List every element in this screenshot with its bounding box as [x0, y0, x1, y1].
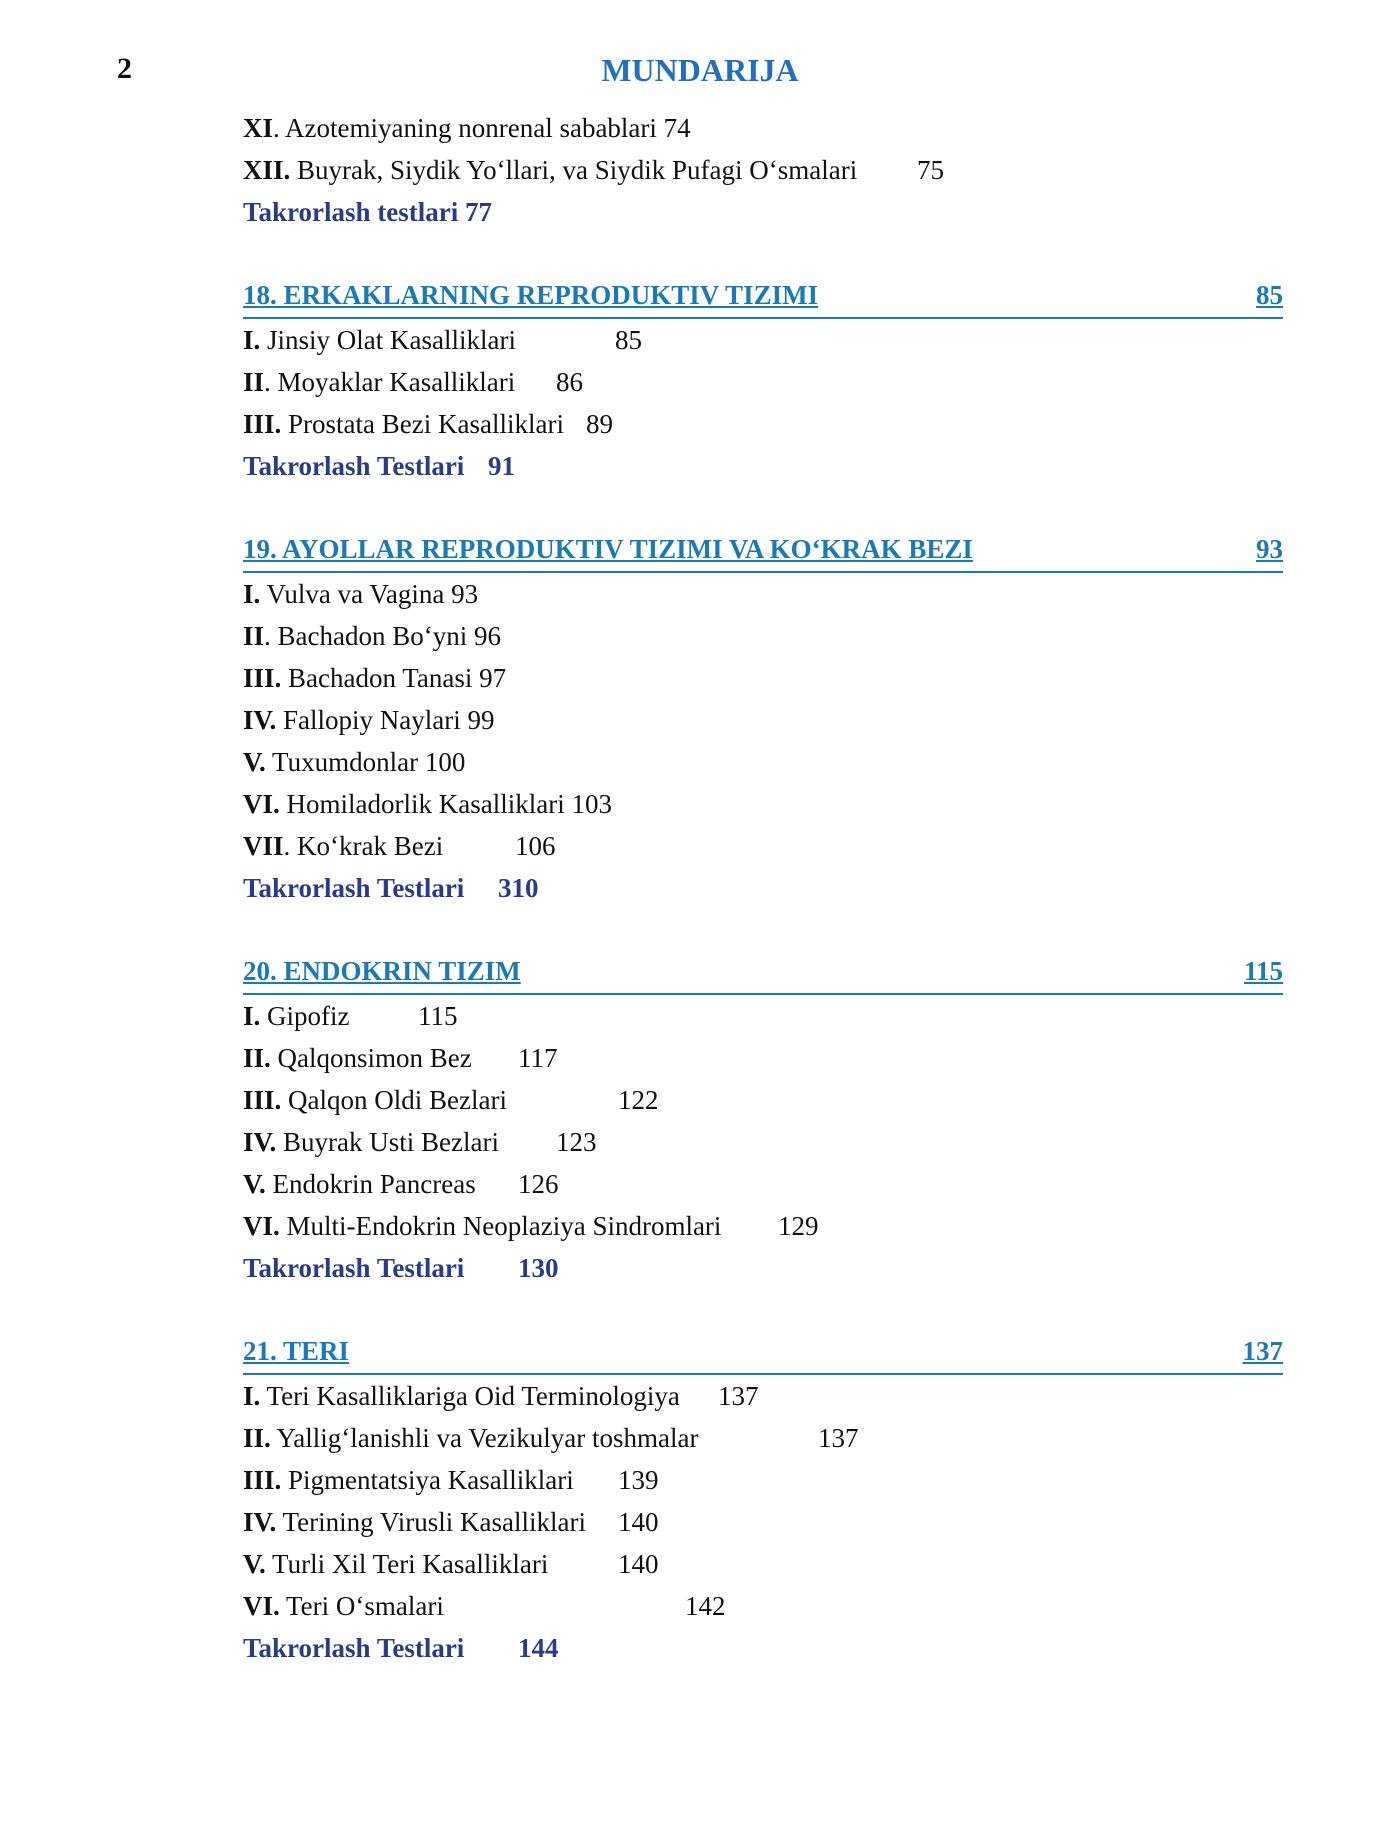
entry-page: 142: [685, 1591, 726, 1621]
entry-separator: [260, 325, 267, 355]
review-page: 91: [488, 451, 515, 481]
entry-page: 117: [518, 1043, 558, 1073]
toc-entry[interactable]: [243, 741, 1283, 783]
toc-entry[interactable]: [243, 1037, 1283, 1079]
entry-number: III.: [243, 409, 282, 439]
toc-entry[interactable]: [243, 319, 1283, 361]
toc-entry[interactable]: [243, 1205, 1283, 1247]
section-page: 115: [1243, 956, 1283, 986]
section-heading[interactable]: [243, 274, 1283, 319]
section-title: 18. ERKAKLARNING REPRODUKTIV TIZIMI: [243, 280, 819, 310]
review-text: Takrorlash testlari 77: [243, 197, 493, 227]
entry-number: I.: [243, 579, 261, 609]
entry-text: Azotemiyaning nonrenal sabablari 74: [285, 113, 691, 143]
entry-page: 85: [615, 325, 642, 355]
entry-number: I.: [243, 1001, 261, 1031]
entry-page: 115: [418, 1001, 458, 1031]
review-tests-link[interactable]: [243, 1247, 1283, 1289]
entry-separator: .: [283, 831, 298, 861]
section-page: 93: [1256, 534, 1283, 564]
entry-page: 140: [618, 1549, 659, 1579]
entry-text: Qalqon Oldi Bezlari: [288, 1085, 507, 1115]
entry-number: I.: [243, 325, 261, 355]
section-title: 21. TERI: [243, 1336, 350, 1366]
section-heading[interactable]: [243, 1330, 1283, 1375]
toc-entry[interactable]: [243, 107, 1283, 149]
toc-entry[interactable]: [243, 1375, 1283, 1417]
entry-separator: .: [264, 367, 278, 397]
entry-text: Teri Kasalliklariga Oid Terminologiya: [266, 1381, 680, 1411]
toc-entry[interactable]: [243, 361, 1283, 403]
toc-entry[interactable]: [243, 1121, 1283, 1163]
entry-page: 123: [556, 1127, 597, 1157]
entry-number: II: [243, 367, 265, 397]
toc-entry[interactable]: [243, 1501, 1283, 1543]
entry-separator: [266, 1169, 273, 1199]
section-page: 137: [1242, 1336, 1283, 1366]
toc-entry[interactable]: [243, 995, 1283, 1037]
entry-separator: [290, 155, 297, 185]
entry-number: VI.: [243, 789, 280, 819]
toc-entry[interactable]: [243, 1543, 1283, 1585]
entry-text: Terining Virusli Kasalliklari: [282, 1507, 586, 1537]
toc-entry[interactable]: [243, 657, 1283, 699]
review-tests-link[interactable]: [243, 191, 1283, 233]
entry-number: V.: [243, 1169, 266, 1199]
entry-page: 139: [618, 1465, 659, 1495]
entry-text: Ko‘krak Bezi: [297, 831, 444, 861]
toc-entry[interactable]: [243, 1459, 1283, 1501]
entry-page: 137: [818, 1423, 859, 1453]
review-tests-link[interactable]: [243, 1627, 1283, 1669]
entry-number: XII.: [243, 155, 291, 185]
entry-separator: .: [264, 621, 278, 651]
entry-text: Turli Xil Teri Kasalliklari: [272, 1549, 549, 1579]
entry-text: Buyrak Usti Bezlari: [283, 1127, 499, 1157]
section-21: [243, 1330, 1283, 1669]
entry-number: XI: [243, 113, 274, 143]
entry-text: Endokrin Pancreas: [272, 1169, 476, 1199]
entry-page: 126: [518, 1169, 559, 1199]
review-page: 144: [518, 1633, 559, 1663]
entry-text: Fallopiy Naylari 99: [283, 705, 495, 735]
entry-separator: [280, 1211, 287, 1241]
entry-text: Bachadon Bo‘yni 96: [277, 621, 501, 651]
entry-page: 106: [515, 831, 556, 861]
entry-number: VI.: [243, 1591, 280, 1621]
entry-page: 137: [718, 1381, 759, 1411]
entry-text: Yallig‘lanishli va Vezikulyar toshmalar: [276, 1423, 699, 1453]
entry-separator: [260, 1001, 267, 1031]
entry-page: 129: [778, 1211, 819, 1241]
review-page: 130: [518, 1253, 559, 1283]
entry-text: Multi-Endokrin Neoplaziya Sindromlari: [286, 1211, 722, 1241]
toc-entry[interactable]: [243, 825, 1283, 867]
entry-separator: [280, 789, 287, 819]
toc-entry[interactable]: [243, 783, 1283, 825]
entry-separator: .: [273, 113, 286, 143]
toc-entry[interactable]: [243, 1417, 1283, 1459]
entry-text: Qalqonsimon Bez: [277, 1043, 472, 1073]
review-text: Takrorlash Testlari: [243, 451, 465, 481]
entry-text: Bachadon Tanasi 97: [288, 663, 507, 693]
entry-number: II: [243, 621, 265, 651]
section-20: [243, 950, 1283, 1289]
page-number: 2: [117, 52, 132, 85]
entry-text: Jinsiy Olat Kasalliklari: [267, 325, 516, 355]
section-19: [243, 528, 1283, 909]
entry-number: VII: [243, 831, 284, 861]
section-18: [243, 274, 1283, 487]
review-text: Takrorlash Testlari: [243, 1633, 465, 1663]
toc-entry[interactable]: [243, 1585, 1283, 1627]
entry-text: Vulva va Vagina 93: [266, 579, 479, 609]
toc-entry[interactable]: [243, 1163, 1283, 1205]
entry-text: Moyaklar Kasalliklari: [277, 367, 516, 397]
entry-page: 89: [586, 409, 613, 439]
entry-number: I.: [243, 1381, 261, 1411]
entry-number: II.: [243, 1423, 271, 1453]
entry-number: III.: [243, 1465, 282, 1495]
entry-text: Homiladorlik Kasalliklari 103: [286, 789, 612, 819]
entry-page: 140: [618, 1507, 659, 1537]
entry-number: II.: [243, 1043, 271, 1073]
entry-text: Tuxumdonlar 100: [272, 747, 466, 777]
review-text: Takrorlash Testlari: [243, 1253, 465, 1283]
entry-number: IV.: [243, 1507, 277, 1537]
section-title: 19. AYOLLAR REPRODUKTIV TIZIMI VA KO‘KRAK BEZI: [243, 534, 973, 564]
entry-text: Gipofiz: [267, 1001, 350, 1031]
entry-text: Teri O‘smalari: [286, 1591, 444, 1621]
review-tests-link[interactable]: [243, 445, 1283, 487]
entry-text: Prostata Bezi Kasalliklari: [288, 409, 564, 439]
section-heading[interactable]: [243, 950, 1283, 995]
toc-entry[interactable]: [243, 573, 1283, 615]
entry-text: Buyrak, Siydik Yo‘llari, va Siydik Pufagi O‘smalari: [297, 155, 858, 185]
entry-text: Pigmentatsiya Kasalliklari: [288, 1465, 574, 1495]
page-title: MUNDARIJA: [601, 52, 799, 88]
review-page: 310: [498, 873, 539, 903]
table-of-contents: [243, 107, 1283, 1669]
entry-number: III.: [243, 663, 282, 693]
toc-entry[interactable]: [243, 149, 1283, 191]
entry-number: IV.: [243, 705, 277, 735]
toc-entry[interactable]: [243, 403, 1283, 445]
toc-entry[interactable]: [243, 1079, 1283, 1121]
section-heading[interactable]: [243, 528, 1283, 573]
review-text: Takrorlash Testlari: [243, 873, 465, 903]
entry-page: 86: [556, 367, 583, 397]
toc-entry[interactable]: [243, 699, 1283, 741]
entry-number: V.: [243, 1549, 266, 1579]
toc-entry[interactable]: [243, 615, 1283, 657]
review-tests-link[interactable]: [243, 867, 1283, 909]
entry-number: VI.: [243, 1211, 280, 1241]
entry-number: V.: [243, 747, 266, 777]
section-page: 85: [1256, 280, 1283, 310]
entry-number: III.: [243, 1085, 282, 1115]
section-title: 20. ENDOKRIN TIZIM: [243, 956, 521, 986]
entry-number: IV.: [243, 1127, 277, 1157]
entry-page: 75: [917, 155, 944, 185]
entry-separator: [271, 1043, 278, 1073]
entry-page: 122: [618, 1085, 659, 1115]
